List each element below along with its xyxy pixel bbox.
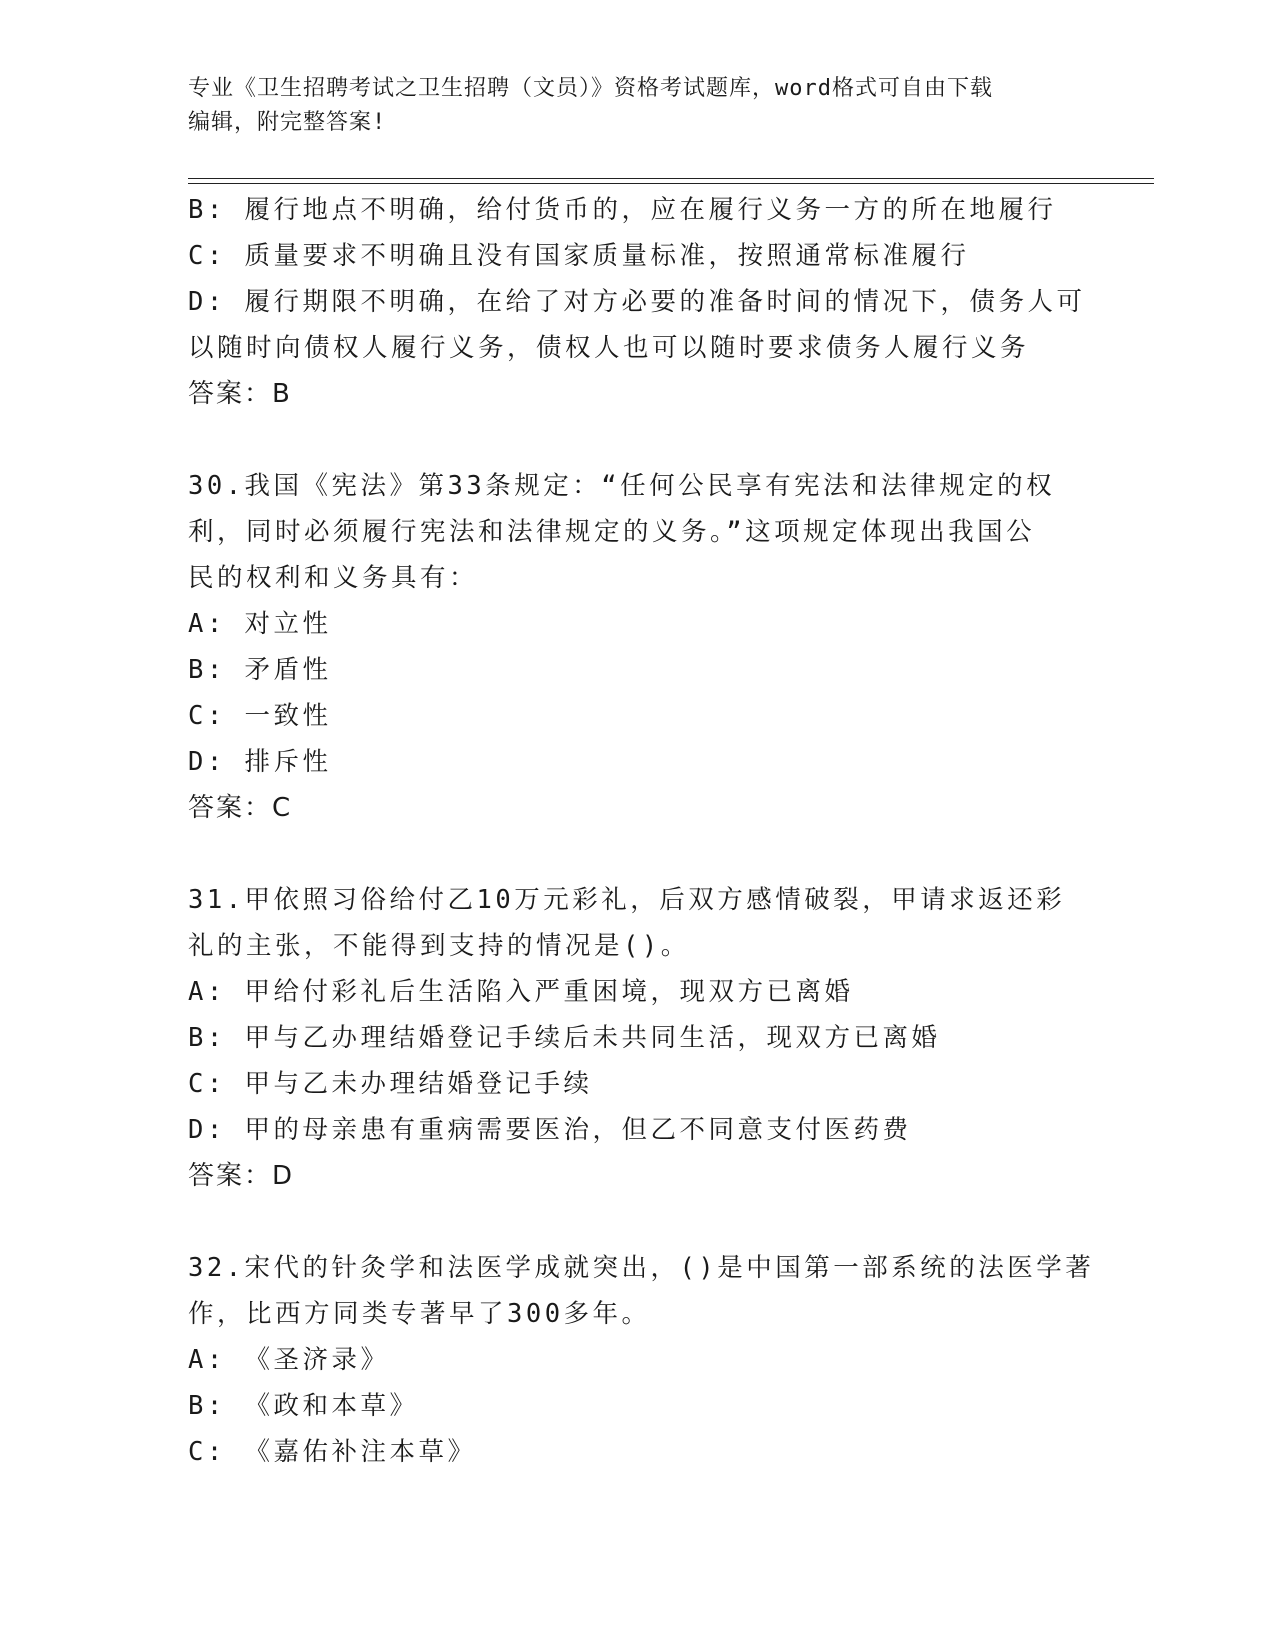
header-line-1: 专业《卫生招聘考试之卫生招聘（文员）》资格考试题库，word格式可自由下载 [188, 76, 993, 101]
spacer [188, 417, 1088, 463]
question-stem-line: 32.宋代的针灸学和法医学成就突出，()是中国第一部系统的法医学著 [188, 1253, 1095, 1283]
spacer [188, 1199, 1088, 1245]
question-31 [188, 877, 1088, 1199]
option-c: C: 《嘉佑补注本草》 [188, 1437, 477, 1467]
answer-line: 答案：B [188, 379, 292, 409]
spacer [188, 831, 1088, 877]
question-30 [188, 463, 1088, 831]
question-stem-line: 利，同时必须履行宪法和法律规定的义务。”这项规定体现出我国公 [188, 517, 1036, 547]
option-b: B: 《政和本草》 [188, 1391, 419, 1421]
question-29-continuation [188, 187, 1088, 417]
header-divider-top [188, 178, 1154, 179]
option-d: D: 甲的母亲患有重病需要医治，但乙不同意支付医药费 [188, 1115, 912, 1145]
answer-line: 答案：C [188, 793, 293, 823]
option-a: A: 甲给付彩礼后生活陷入严重困境，现双方已离婚 [188, 977, 854, 1007]
question-stem-line: 民的权利和义务具有： [188, 563, 479, 593]
question-stem-line: 作，比西方同类专著早了300多年。 [188, 1299, 651, 1329]
option-a: A: 《圣济录》 [188, 1345, 390, 1375]
option-c: C: 甲与乙未办理结婚登记手续 [188, 1069, 593, 1099]
answer-line: 答案：D [188, 1161, 295, 1191]
option-c: C: 质量要求不明确且没有国家质量标准，按照通常标准履行 [188, 241, 970, 271]
header-divider-bottom [188, 183, 1154, 184]
option-d: D: 履行期限不明确，在给了对方必要的准备时间的情况下，债务人可 [188, 287, 1086, 317]
option-b: B: 履行地点不明确，给付货币的，应在履行义务一方的所在地履行 [188, 195, 1057, 225]
option-d: D: 排斥性 [188, 747, 332, 777]
question-stem-line: 30.我国《宪法》第33条规定：“任何公民享有宪法和法律规定的权 [188, 471, 1056, 501]
option-b: B: 矛盾性 [188, 655, 332, 685]
header-line-2: 编辑，附完整答案! [188, 110, 387, 135]
option-c: C: 一致性 [188, 701, 332, 731]
option-d-continued: 以随时向债权人履行义务，债权人也可以随时要求债务人履行义务 [188, 333, 1030, 363]
question-stem-line: 礼的主张，不能得到支持的情况是()。 [188, 931, 690, 961]
option-a: A: 对立性 [188, 609, 332, 639]
option-b: B: 甲与乙办理结婚登记手续后未共同生活，现双方已离婚 [188, 1023, 941, 1053]
document-header [188, 72, 1088, 140]
document-body [188, 187, 1095, 1475]
question-32 [188, 1245, 1095, 1475]
question-stem-line: 31.甲依照习俗给付乙10万元彩礼，后双方感情破裂，甲请求返还彩 [188, 885, 1066, 915]
